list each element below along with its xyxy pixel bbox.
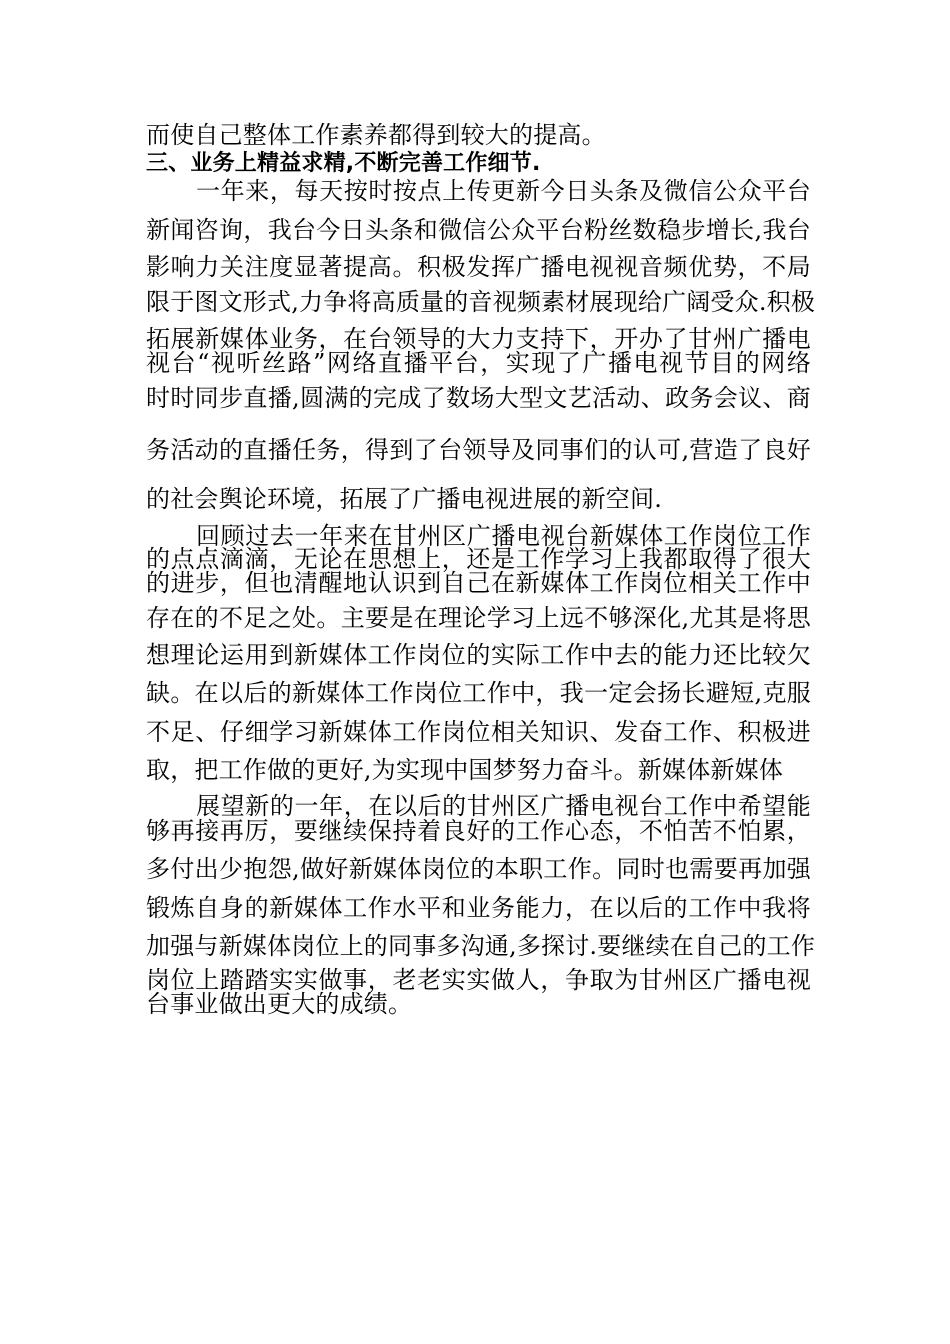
text-line: 不足、仔细学习新媒体工作岗位相关知识、发奋工作、积极进	[146, 718, 811, 746]
text-line: 务活动的直播任务，得到了台领导及同事们的认可,营造了良好	[146, 436, 811, 464]
text-line: 台事业做出更大的成绩。	[146, 990, 413, 1018]
text-line: 时时同步直播,圆满的完成了数场大型文艺活动、政务会议、商	[146, 384, 811, 412]
text-line: 展望新的一年，在以后的甘州区广播电视台工作中希望能	[196, 792, 811, 820]
text-line: 新闻咨询，我台今日头条和微信公众平台粉丝数稳步增长,我台	[146, 216, 811, 244]
text-line: 岗位上踏踏实实做事，老老实实做人，争取为甘州区广播电视	[146, 966, 811, 994]
text-line: 回顾过去一年来在甘州区广播电视台新媒体工作岗位工作	[196, 522, 811, 550]
text-line: 限于图文形式,力争将高质量的音视频素材展现给广阔受众.积极	[146, 288, 816, 316]
text-line: 加强与新媒体岗位上的同事多沟通,多探讨.要继续在自己的工作	[146, 932, 816, 960]
carry-over-line: 而使自己整体工作素养都得到较大的提高。	[146, 121, 606, 149]
text-line: 存在的不足之处。主要是在理论学习上远不够深化,尤其是将思	[146, 604, 811, 632]
text-line: 锻炼自身的新媒体工作水平和业务能力，在以后的工作中我将	[146, 894, 811, 922]
text-line: 缺。在以后的新媒体工作岗位工作中，我一定会扬长避短,克服	[146, 679, 811, 707]
text-line: 的点点滴滴，无论在思想上，还是工作学习上我都取得了很大	[146, 545, 811, 573]
text-line: 多付出少抱怨,做好新媒体岗位的本职工作。同时也需要再加强	[146, 855, 811, 883]
section-heading: 三、业务上精益求精,不断完善工作细节.	[146, 151, 541, 176]
text-line: 影响力关注度显著提高。积极发挥广播电视视音频优势，不局	[146, 253, 811, 281]
text-line: 一年来，每天按时按点上传更新今日头条及微信公众平台	[196, 177, 811, 205]
text-line: 取，把工作做的更好,为实现中国梦努力奋斗。新媒体新媒体	[146, 756, 784, 784]
text-line: 想理论运用到新媒体工作岗位的实际工作中去的能力还比较欠	[146, 641, 811, 669]
text-line: 够再接再厉，要继续保持着良好的工作心态，不怕苦不怕累，	[146, 817, 811, 845]
text-line: 的社会舆论环境，拓展了广播电视进展的新空间.	[146, 485, 663, 513]
text-line: 视台“视听丝路”网络直播平台，实现了广播电视节目的网络	[146, 349, 811, 377]
text-line: 拓展新媒体业务，在台领导的大力支持下，开办了甘州广播电	[146, 325, 811, 353]
text-line: 的进步，但也清醒地认识到自己在新媒体工作岗位相关工作中	[146, 569, 811, 597]
